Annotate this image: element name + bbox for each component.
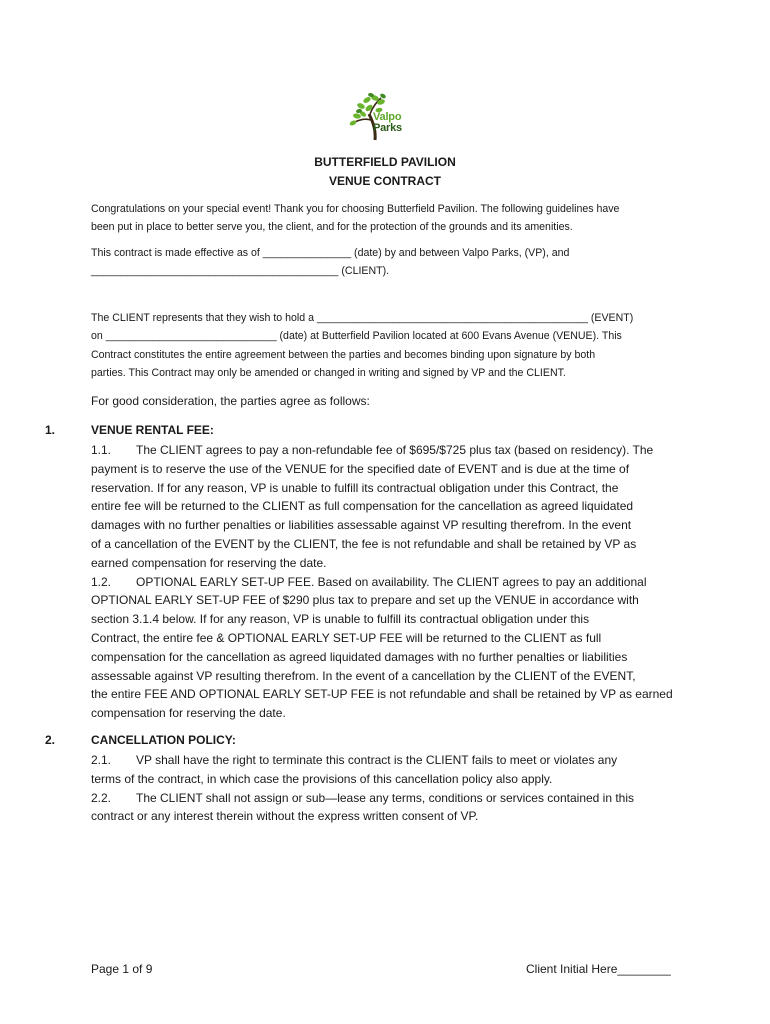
- section-2-heading: CANCELLATION POLICY:: [91, 733, 236, 747]
- clause-line: of a cancellation of the EVENT by the CLIENT, the fee is not refundable and shall be retained by VP as: [91, 536, 637, 551]
- clause-number: 1.2.: [91, 574, 112, 589]
- client-initial-field[interactable]: Client Initial Here________: [526, 962, 671, 976]
- clause-line: compensation for the cancellation as agreed liquidated damages with no further penalties or liabilities: [91, 649, 628, 664]
- clause-line: [91, 789, 634, 808]
- clause-line: OPTIONAL EARLY SET-UP FEE of $290 plus tax to prepare and set up the VENUE in accordance with: [91, 593, 639, 608]
- document-title: BUTTERFIELD PAVILION: [314, 155, 456, 169]
- represents-line: parties. This Contract may only be amended or changed in writing and signed by VP and the CLIENT.: [91, 366, 566, 379]
- section-2-body: [91, 751, 634, 826]
- effective-paragraph: [91, 244, 569, 281]
- clause-number: 2.1.: [91, 753, 112, 767]
- clause-line: assessable against VP resulting therefrom. In the event of a cancellation by the CLIENT of the EVENT,: [91, 668, 636, 683]
- clause-number: 2.2.: [91, 790, 112, 805]
- section-1-number: 1.: [45, 423, 56, 437]
- clause-line: payment is to reserve the use of the VENUE for the specified date of EVENT and is due at the time of: [91, 461, 630, 476]
- represents-line: The CLIENT represents that they wish to hold a ______________________________________________ (EVENT): [91, 312, 634, 324]
- page-number: Page 1 of 9: [91, 962, 153, 976]
- clause-line: the entire FEE AND OPTIONAL EARLY SET-UP FEE is not refundable and shall be retained by VP as earned: [91, 687, 673, 702]
- clause-line: damages with no further penalties or liabilities assessable against VP resulting therefrom. In the event: [91, 518, 632, 533]
- clause-line: terms of the contract, in which case the provisions of this cancellation policy also apply.: [91, 771, 553, 786]
- clause-line: [91, 441, 673, 460]
- logo-text-parks: Parks: [373, 122, 402, 134]
- represents-line: Contract constitutes the entire agreement between the parties and becomes binding upon signature by both: [91, 348, 596, 361]
- clause-line: earned compensation for reserving the date.: [91, 555, 327, 570]
- clause-line: Contract, the entire fee & OPTIONAL EARLY SET-UP FEE will be returned to the CLIENT as full: [91, 630, 602, 645]
- section-2-number: 2.: [45, 733, 56, 747]
- document-subtitle: VENUE CONTRACT: [328, 174, 441, 188]
- clause-line: entire fee will be returned to the CLIENT as full compensation for the cancellation as agreed liquidated: [91, 499, 634, 514]
- clause-text: OPTIONAL EARLY SET-UP FEE. Based on availability. The CLIENT agrees to pay an additional: [136, 574, 647, 589]
- clause-line: [91, 573, 673, 592]
- valpo-parks-logo: [349, 92, 421, 144]
- logo-text-valpo: Valpo: [373, 111, 402, 123]
- clause-line: compensation for reserving the date.: [91, 706, 286, 721]
- effective-line: __________________________________________ (CLIENT).: [91, 265, 390, 278]
- section-1-body: [91, 441, 673, 723]
- clause-text: The CLIENT shall not assign or sub—lease any terms, conditions or services contained in this: [136, 790, 635, 805]
- clause-line: [91, 751, 634, 770]
- clause-line: reservation. If for any reason, VP is unable to fulfill its contractual obligation under this Contract, the: [91, 480, 619, 495]
- intro-paragraph: [91, 200, 619, 237]
- consideration-line: For good consideration, the parties agree as follows:: [91, 394, 370, 408]
- section-1-heading: VENUE RENTAL FEE:: [91, 423, 214, 437]
- represents-paragraph: [91, 309, 633, 382]
- clause-text: The CLIENT agrees to pay a non-refundable fee of $695/$725 plus tax (based on residency). The: [136, 443, 654, 457]
- clause-line: section 3.1.4 below. If for any reason, VP is unable to fulfill its contractual obligation under this: [91, 612, 590, 627]
- intro-line: Congratulations on your special event! Thank you for choosing Butterfield Pavilion. The following guidelines have: [91, 203, 620, 215]
- represents-line: on _____________________________ (date) at Butterfield Pavilion located at 600 Evans Avenue (VENUE). This: [91, 330, 622, 343]
- effective-line: This contract is made effective as of _______________ (date) by and between Valpo Parks, (VP), and: [91, 247, 570, 259]
- intro-line: been put in place to better serve you, the client, and for the protection of the grounds and its amenities.: [91, 221, 573, 234]
- clause-number: 1.1.: [91, 443, 112, 457]
- clause-line: contract or any interest therein without the express written consent of VP.: [91, 809, 479, 824]
- clause-text: VP shall have the right to terminate this contract is the CLIENT fails to meet or violates any: [136, 753, 618, 767]
